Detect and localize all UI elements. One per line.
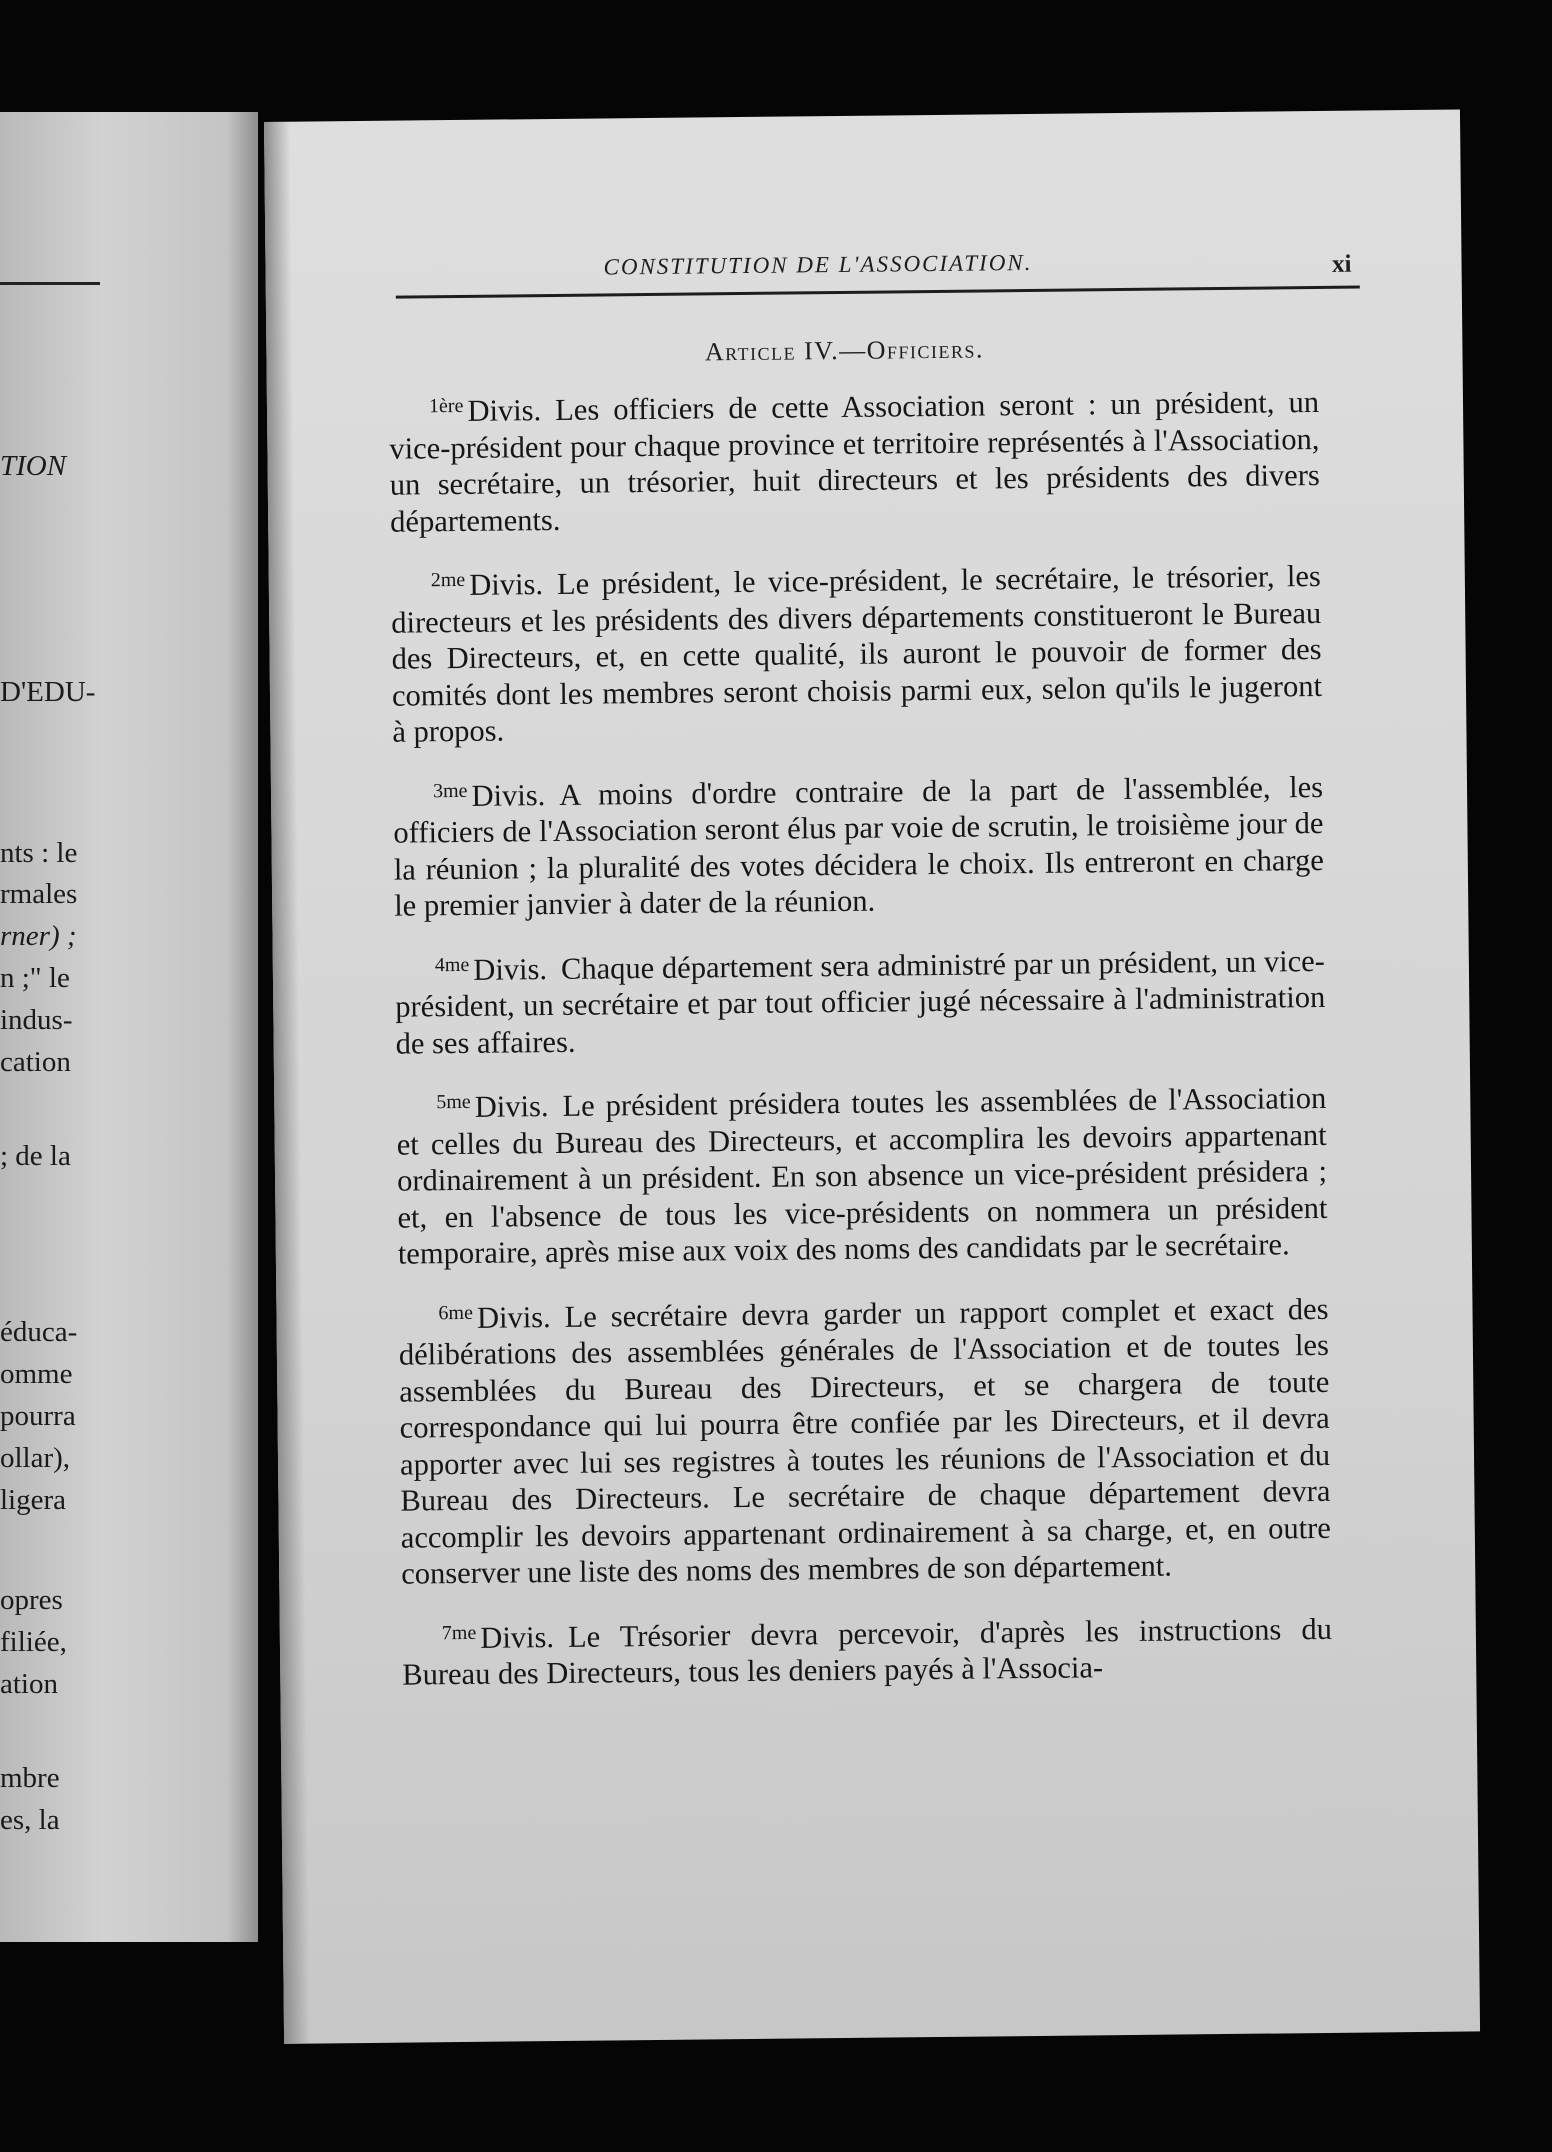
facing-page-fragment: cation <box>0 1046 71 1078</box>
division-ordinal: 2me <box>430 568 466 592</box>
division-label: Divis. <box>469 567 544 602</box>
facing-page-fragment: filiée, <box>0 1626 67 1658</box>
division-paragraph <box>395 937 1326 1061</box>
division-label: Divis. <box>474 1089 549 1124</box>
division-paragraph <box>402 1605 1333 1693</box>
division-ordinal: 5me <box>436 1090 471 1114</box>
division-paragraph <box>393 763 1325 924</box>
division-ordinal: 3me <box>432 779 468 802</box>
facing-page-fragment: es, la <box>0 1804 60 1836</box>
facing-page-fragment: ; de la <box>0 1140 71 1172</box>
division-text: Le président, le vice-président, le secrétaire, le trésorier, les directeurs et les présidents des divers départements constitueront le Bureau des Directeurs, et, en cette qualité, ils auront le pouvoir de former des comités dont les membres seront choisis parmi eux, selon qu'ils le jugeront à propos. <box>391 558 1323 749</box>
division-text: Le secrétaire devra garder un rapport complet et exact des délibérations des assemblées générales de l'Association et de toutes les assemblées du Bureau des Directeurs, et se chargera de toute correspondance qui lui pourra être confiée par les Directeurs, et il devra apporter avec lui ses registres à toutes les réunions de l'Association et du Bureau des Directeurs. Le secrétaire de chaque département devra accomplir les devoirs appartenant ordinairement à sa charge, et, en outre conserver une liste des noms des membres de son département. <box>398 1291 1331 1591</box>
division-ordinal: 4me <box>434 953 470 976</box>
facing-page-fragment: ollar), <box>0 1442 71 1474</box>
facing-page-fragment: rmales <box>0 878 78 910</box>
division-paragraph <box>391 553 1323 750</box>
facing-page-fragment: omme <box>0 1358 73 1390</box>
facing-page-fragment: nts : le <box>0 837 78 869</box>
division-text: Le Trésorier devra percevoir, d'après les instructions du Bureau des Directeurs, tous les deniers payés à l'Associa- <box>402 1611 1333 1692</box>
division-label: Divis. <box>476 1299 551 1335</box>
book-page <box>264 109 1480 2043</box>
facing-page-fragment: indus- <box>0 1004 73 1036</box>
facing-page-fragment: mbre <box>0 1762 60 1794</box>
facing-page-fragment: ligera <box>0 1484 67 1516</box>
division-text: Chaque département sera administré par un président, un vice-président, un secrétaire et par tout officier jugé nécessaire à l'administration de ses affaires. <box>395 943 1326 1061</box>
facing-page-fragment: ation <box>0 1668 58 1700</box>
article-body <box>389 379 1333 1716</box>
facing-page-fragment: opres <box>0 1584 63 1616</box>
facing-page-fragment: pourra <box>0 1400 76 1432</box>
division-ordinal: 1ère <box>428 394 464 418</box>
division-paragraph <box>389 379 1321 540</box>
division-ordinal: 7me <box>441 1621 477 1644</box>
page-number: xi <box>1331 250 1352 278</box>
facing-page-fragment: TION <box>0 450 67 482</box>
division-label: Divis. <box>473 951 548 987</box>
facing-page-fragment: n ;" le <box>0 962 70 994</box>
facing-page-fragment: éduca- <box>0 1316 78 1348</box>
facing-page-rule <box>0 282 100 285</box>
division-label: Divis. <box>467 393 542 428</box>
division-ordinal: 6me <box>438 1301 474 1324</box>
division-label: Divis. <box>480 1619 555 1655</box>
division-paragraph <box>398 1285 1331 1592</box>
facing-page-fragment: rner) ; <box>0 920 77 952</box>
article-title: Article IV.—Officiers. <box>704 334 985 367</box>
header-rule <box>396 286 1360 299</box>
division-text: Les officiers de cette Association seront : un président, un vice-président pour chaque province et territoire représentés à l'Association, un secrétaire, un trésorier, huit directeurs et les présidents des divers départements. <box>389 384 1320 539</box>
division-text: A moins d'ordre contraire de la part de l'assemblée, les officiers de l'Association seront élus par voie de scrutin, le troisième jour de la réunion ; la pluralité des votes décidera le choix. Ils entreront en charge le premier janvier à dater de la réunion. <box>393 769 1324 923</box>
facing-page-fragment: D'EDU- <box>0 676 96 708</box>
division-paragraph <box>396 1075 1328 1272</box>
running-head: CONSTITUTION DE L'ASSOCIATION. <box>603 249 1033 280</box>
facing-page <box>0 112 258 1942</box>
division-text: Le président présidera toutes les assemblées de l'Association et celles du Bureau des Directeurs, et accomplira les devoirs appartenant ordinairement à un président. En son absence un vice-président présidera ; et, en l'absence de tous les vice-présidents on nommera un président temporaire, après mise aux voix des noms des candidats par le secrétaire. <box>396 1080 1328 1271</box>
division-label: Divis. <box>471 777 546 813</box>
